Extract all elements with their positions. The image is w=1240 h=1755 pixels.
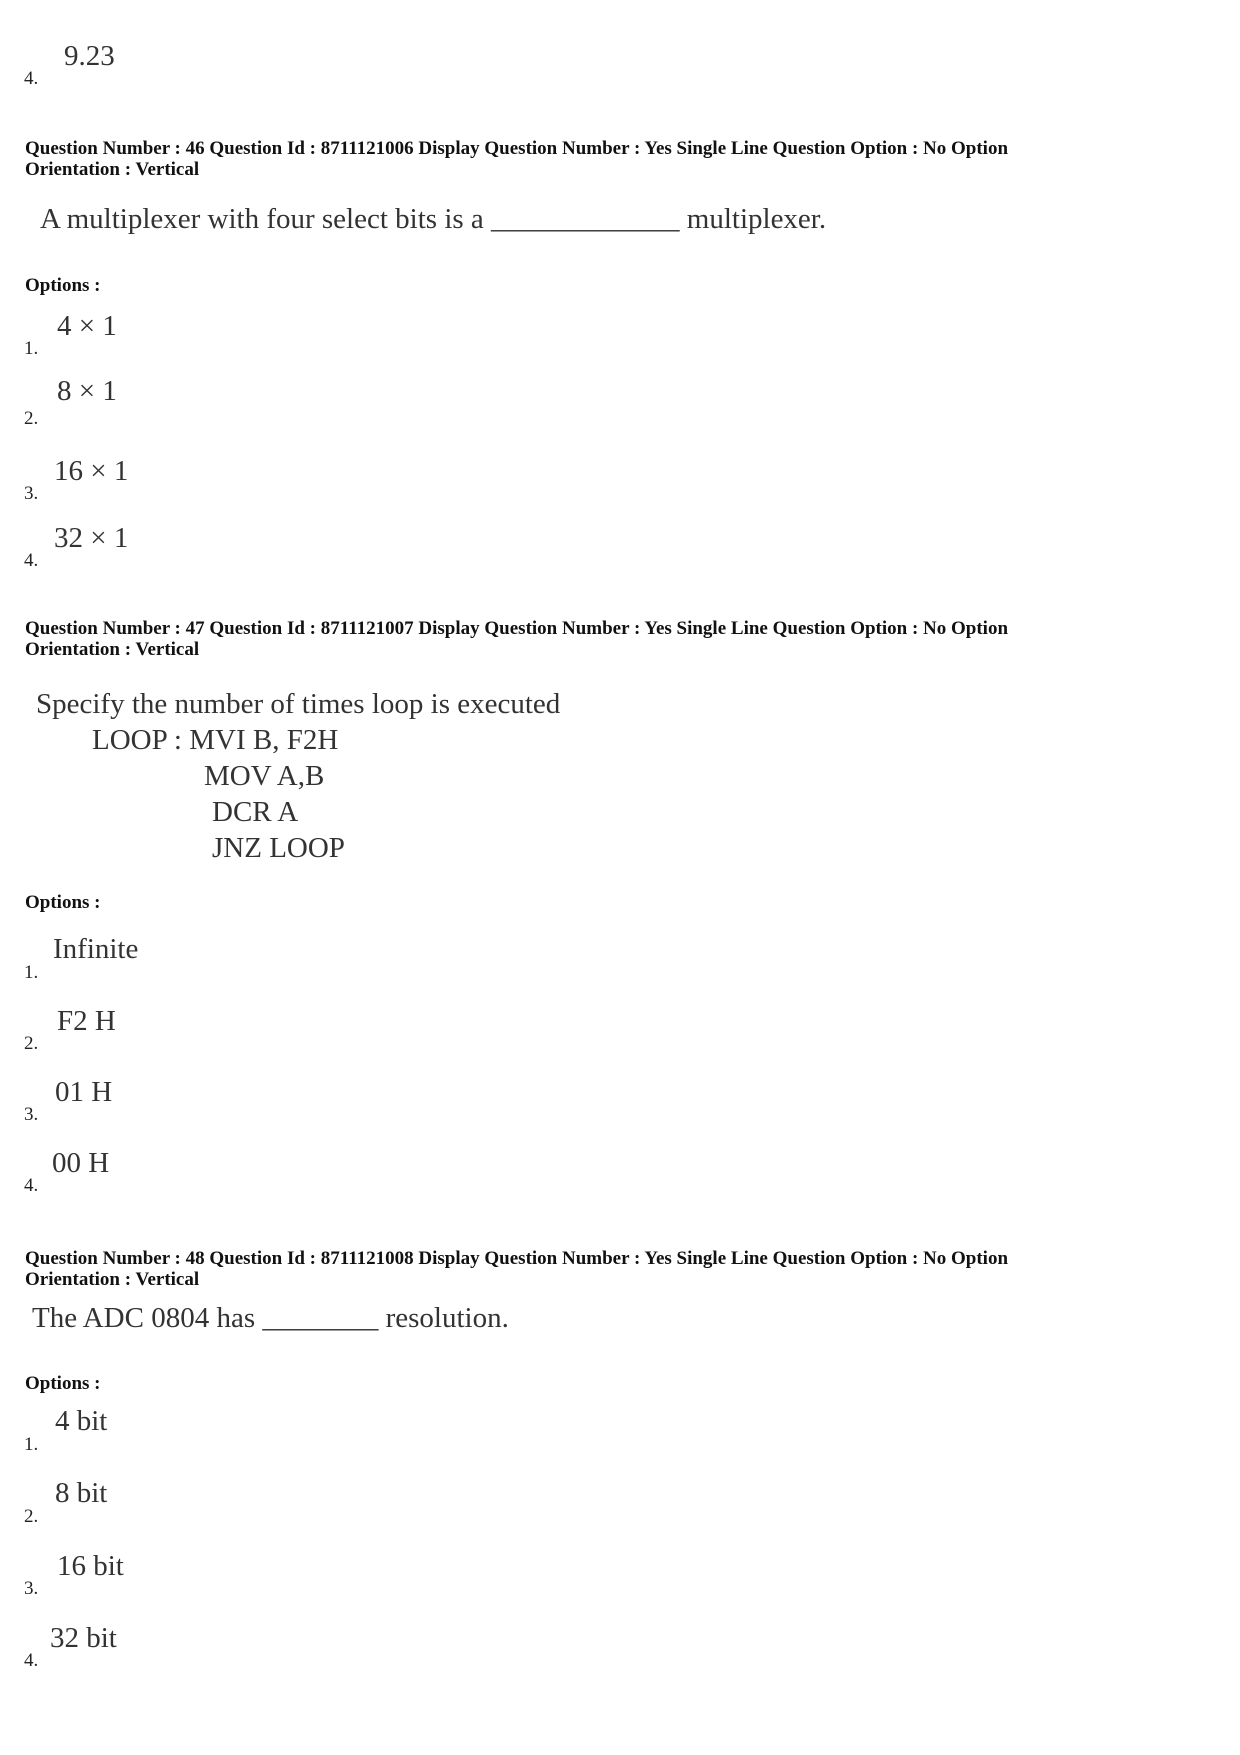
q46-meta [25,138,1185,180]
q47-code-line-4: JNZ LOOP [212,832,345,864]
q48-option-2-text: 8 bit [55,1477,108,1509]
q47-meta-line1: Question Number : 47 Question Id : 8711121007 Display Question Number : Yes Single Line Question Option : No Option [25,618,1009,639]
q47-option-3-text: 01 H [55,1076,113,1108]
q47-option-4-number: 4. [24,1175,39,1196]
q48-question-text: The ADC 0804 has ________ resolution. [32,1302,509,1334]
prev-option-4-number: 4. [24,68,39,89]
q48-meta-line1: Question Number : 48 Question Id : 8711121008 Display Question Number : Yes Single Line Question Option : No Option [25,1248,1009,1269]
q48-option-2-number: 2. [24,1506,39,1527]
q47-meta [25,618,1185,660]
q47-option-3-number: 3. [24,1104,39,1125]
q48-meta [25,1248,1185,1290]
q46-question-text: A multiplexer with four select bits is a _____________ multiplexer. [40,203,827,235]
q47-option-2-text: F2 H [57,1005,116,1037]
q46-option-4-number: 4. [24,550,39,571]
q47-option-1-text: Infinite [53,933,139,965]
q47-question-text: Specify the number of times loop is executed [36,688,561,720]
q46-option-3-text: 16 × 1 [54,455,129,487]
q47-option-1-number: 1. [24,962,39,983]
q46-option-4-text: 32 × 1 [54,522,129,554]
q46-meta-line1: Question Number : 46 Question Id : 8711121006 Display Question Number : Yes Single Line Question Option : No Option [25,138,1009,159]
q47-option-2-number: 2. [24,1033,39,1054]
q47-meta-line2: Orientation : Vertical [25,639,200,660]
q48-option-3-number: 3. [24,1578,39,1599]
q48-option-4-number: 4. [24,1650,39,1671]
q48-option-4-text: 32 bit [50,1622,117,1654]
q48-option-1-text: 4 bit [55,1405,108,1437]
q46-option-1-number: 1. [24,338,39,359]
q47-options-label: Options : [25,892,101,913]
q48-meta-line2: Orientation : Vertical [25,1269,200,1290]
q47-code-line-1: LOOP : MVI B, F2H [92,724,339,756]
q48-option-3-text: 16 bit [57,1550,124,1582]
prev-option-4-text: 9.23 [64,40,115,72]
q48-option-1-number: 1. [24,1434,39,1455]
q48-options-label: Options : [25,1373,101,1394]
q46-option-2-number: 2. [24,408,39,429]
q47-option-4-text: 00 H [52,1147,110,1179]
q46-option-2-text: 8 × 1 [57,375,117,407]
q47-code-line-3: DCR A [212,796,299,828]
q46-options-label: Options : [25,275,101,296]
q46-option-3-number: 3. [24,483,39,504]
q46-meta-line2: Orientation : Vertical [25,159,200,180]
q47-code-line-2: MOV A,B [204,760,325,792]
q46-option-1-text: 4 × 1 [57,310,117,342]
